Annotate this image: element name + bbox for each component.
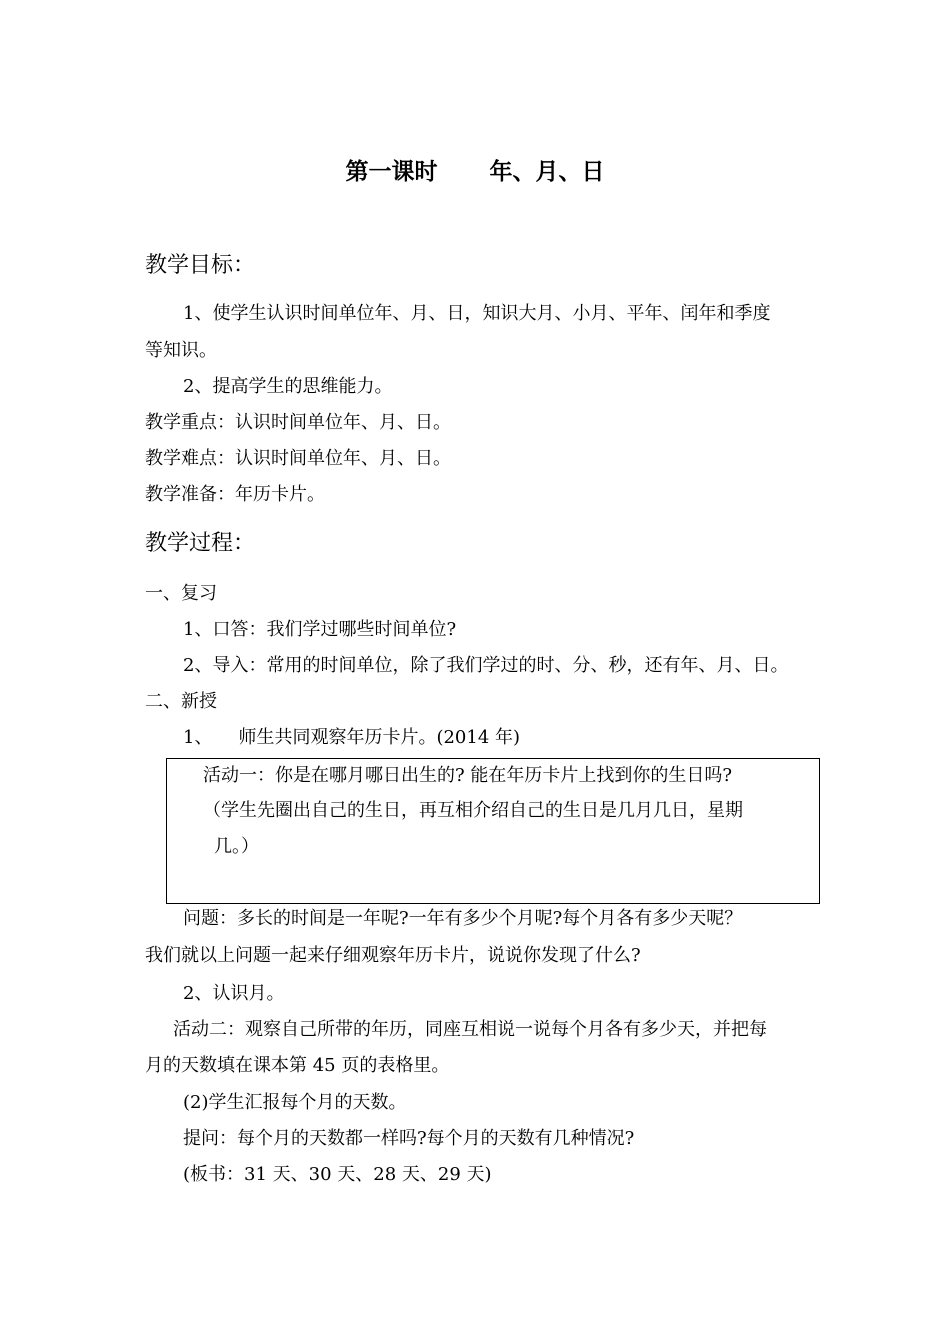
objective-1-line-1: 1、使学生认识时间单位年、月、日，知识大月、小月、平年、闰年和季度: [183, 303, 771, 324]
student-report: (2)学生汇报每个月的天数。: [183, 1092, 407, 1113]
objectives-heading: 教学目标：: [145, 253, 256, 278]
key-point: 教学重点：认识时间单位年、月、日。: [145, 412, 451, 433]
activity-2-line-1: 活动二：观察自己所带的年历，同座互相说一说每个月各有多少天，并把每: [173, 1019, 767, 1040]
activity-1-line-2: （学生先圈出自己的生日，再互相介绍自己的生日是几月几日，星期: [203, 800, 743, 821]
activity-1-line-3: 几。）: [214, 836, 259, 857]
preparation: 教学准备：年历卡片。: [145, 484, 325, 505]
objective-2: 2、提高学生的思维能力。: [183, 376, 393, 397]
review-item-1: 1、口答：我们学过哪些时间单位?: [183, 619, 457, 640]
page-title: [0, 161, 950, 184]
activity-1-line-1: 活动一：你是在哪月哪日出生的? 能在年历卡片上找到你的生日吗?: [203, 765, 733, 786]
review-item-2: 2、导入：常用的时间单位，除了我们学过的时、分、秒，还有年、月、日。: [183, 655, 789, 676]
review-heading: 一、复习: [145, 583, 217, 604]
item-1-number: 1、: [183, 727, 213, 748]
new-lesson-item-1: [183, 729, 520, 747]
lesson-topic: 年、月、日: [489, 159, 605, 185]
question-line-2: 我们就以上问题一起来仔细观察年历卡片，说说你发现了什么?: [145, 945, 641, 966]
new-lesson-heading: 二、新授: [145, 691, 217, 712]
activity-2-line-2: 月的天数填在课本第 45 页的表格里。: [145, 1055, 450, 1076]
new-lesson-item-2: 2、认识月。: [183, 983, 285, 1004]
objective-1-line-2: 等知识。: [145, 340, 217, 361]
item-1-text: 师生共同观察年历卡片。(2014 年): [238, 727, 521, 748]
teacher-question: 提问：每个月的天数都一样吗?每个月的天数有几种情况?: [183, 1128, 635, 1149]
process-heading: 教学过程：: [145, 531, 256, 556]
board-note: (板书：31 天、30 天、28 天、29 天): [183, 1164, 492, 1185]
question-line-1: 问题：多长的时间是一年呢?一年有多少个月呢?每个月各有多少天呢？: [183, 908, 743, 929]
lesson-number: 第一课时: [345, 159, 438, 185]
difficult-point: 教学难点：认识时间单位年、月、日。: [145, 448, 451, 469]
